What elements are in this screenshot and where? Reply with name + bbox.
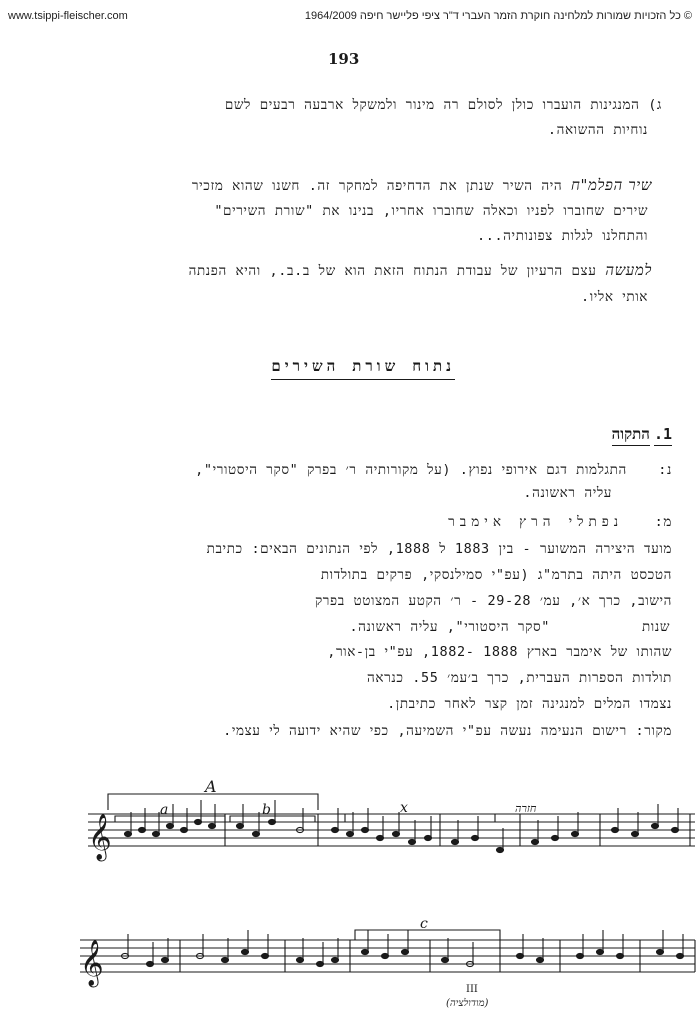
music-score [0, 770, 700, 1021]
song-n-label: נ: [658, 462, 672, 478]
period-line7: נצמדו המלים למנגינה זמן קצר לאחר כתיבתן. [387, 696, 672, 712]
bracket-A [108, 794, 318, 810]
label-repeat: חזרה [515, 802, 537, 815]
handwritten-word: למעשה [605, 261, 652, 279]
song-m-label: מ: [654, 514, 672, 530]
source-text: רישום הנעימה נעשה עפ"י השמיעה, כפי שהיא ידועה לי עצמי. [223, 723, 627, 739]
page-number: 193 [328, 50, 360, 68]
paragraph-2-line1-text: היה השיר שנתן את הדחיפה למחקר זה. חשנו שהוא מזכיר [191, 178, 563, 194]
composer-name: נפתלי הרץ אימבר [448, 514, 624, 530]
period-line6: תולדות הספרות העברית, כרך ב׳עמ׳ 55. כנראה [367, 670, 672, 686]
paragraph-3-line2: אותי אליו. [581, 289, 648, 305]
source-line [223, 722, 672, 740]
label-iii: III [466, 984, 478, 995]
paragraph-2-line1 [192, 176, 652, 195]
label-a: a [160, 802, 169, 818]
song-number: 1. [654, 425, 672, 446]
treble-clef-icon: 𝄞 [88, 814, 112, 860]
period-line2: הטכסט היתה בתרמ"ג (עפ"י סמילנסקי, פרקים בתולדות [320, 567, 672, 583]
song-n-line2: עליה ראשונה. [523, 485, 612, 501]
paragraph-g-marker: ג) [648, 97, 662, 113]
label-c: c [420, 916, 428, 932]
paragraph-2-line2: שירים שחוברו לפניו וכאלה שחוברו אחריו, בנינו את "שורת השירים" [214, 203, 648, 219]
treble-clef-icon-2: 𝄞 [80, 940, 104, 986]
staff-1 [88, 814, 695, 846]
handwritten-song-name: שיר הפלמ"ח [570, 176, 652, 194]
paragraph-g-line2: נוחיות ההשואה. [547, 122, 648, 138]
label-b: b [262, 802, 271, 818]
paragraph-3-line1-text: עצם הרעיון של עבודת הנתוח הזאת הוא של ב.ב., והיא הפנתה [188, 263, 597, 279]
song-name: התקוה [612, 425, 650, 446]
section-title: נתוח שורת השירים [271, 357, 455, 380]
copyright-notice: © כל הזכויות שמורות למלחינה חוקרת הזמר העברי ד"ר ציפי פליישר חיפה 1964/2009 [304, 10, 692, 22]
period-line4-end: שנות [641, 619, 670, 635]
source-label: מקור: [635, 723, 672, 739]
song-heading [612, 425, 672, 446]
song-n-text: התגלמות דגם אירופי נפוץ. (על מקורותיה ר׳ בפרק "סקר היסטורי", [195, 462, 627, 478]
period-line1: מועד היצירה המשוער - בין 1883 ל 1888, לפי הנתונים הבאים: כתיבת [206, 541, 672, 557]
paragraph-2-line3: והתחלנו לגלות צפונותיה... [477, 228, 648, 244]
paragraph-3-line1 [189, 261, 652, 280]
paragraph-g-line1 [225, 96, 662, 114]
label-modulation: (מודולציה) [446, 998, 489, 1009]
label-A: A [205, 777, 217, 796]
song-m-line [448, 513, 672, 531]
paragraph-g-text: המנגינות הועברו כולן לסולם רה מינור ולמשקל ארבעה רבעים לשם [224, 97, 640, 113]
label-x: x [400, 800, 408, 816]
website-url: www.tsippi-fleischer.com [8, 10, 128, 22]
period-line4: "סקר היסטורי", עליה ראשונה. [349, 619, 550, 635]
period-line5: שהותו של אימבר בארץ 1888 -1882, עפ"י בן-אור, [327, 644, 672, 660]
song-n-line1 [195, 461, 672, 479]
period-line3: הישוב, כרך א׳, עמ׳ 29-28 - ר׳ הקטע המצוטט בפרק [314, 593, 672, 609]
